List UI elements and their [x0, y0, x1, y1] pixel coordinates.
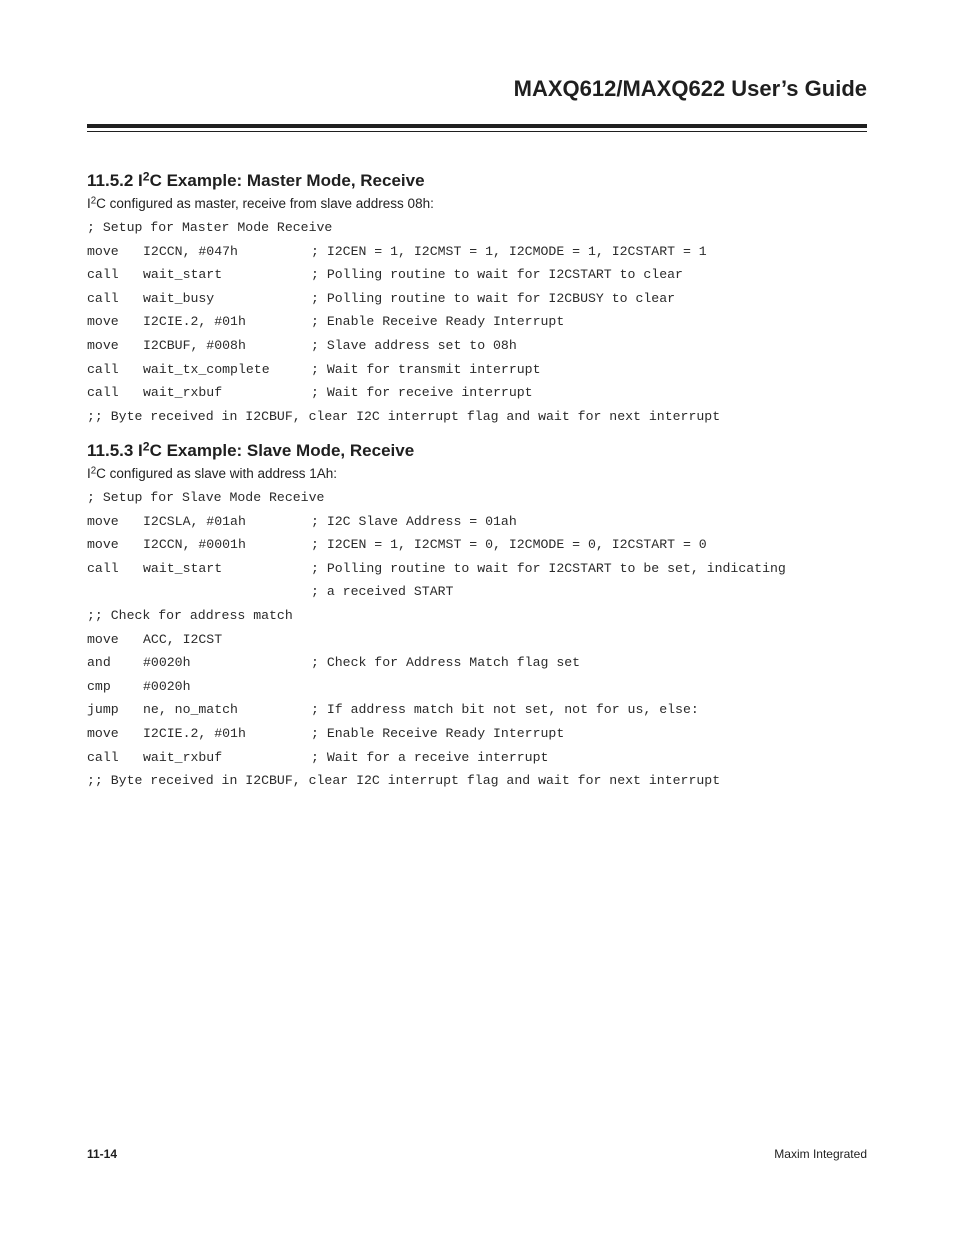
code-operand: wait_busy [143, 290, 215, 306]
code-comment: ; I2CEN = 1, I2CMST = 0, I2CMODE = 0, I2CSTART = 0 [311, 537, 707, 553]
code-line [87, 510, 887, 534]
code-mnemonic: move [87, 537, 119, 553]
code-line [87, 533, 887, 557]
code-line [87, 769, 887, 793]
code-mnemonic: move [87, 337, 119, 353]
code-listing [87, 216, 887, 428]
code-comment: ; Wait for transmit interrupt [311, 361, 541, 377]
code-comment: ; Wait for a receive interrupt [311, 749, 549, 765]
code-line [87, 604, 887, 628]
code-mnemonic: move [87, 243, 119, 259]
section-intro: $I^2C$ configured as slave with address 1Ah: [87, 465, 338, 481]
code-mnemonic: move [87, 631, 119, 647]
code-line [87, 722, 887, 746]
page-number: 11-14 [87, 1147, 118, 1161]
code-line [87, 557, 887, 581]
code-mnemonic: and [87, 655, 111, 671]
code-mnemonic: call [87, 361, 119, 377]
code-line [87, 628, 887, 652]
code-operand: I2CCN, #047h [143, 243, 238, 259]
code-operand: wait_tx_complete [143, 361, 270, 377]
code-line [87, 263, 887, 287]
code-full-line: ; Setup for Slave Mode Receive [87, 490, 325, 505]
code-full-line: ;; Byte received in I2CBUF, clear I2C interrupt flag and wait for next interrupt [87, 408, 721, 424]
footer-company: Maxim Integrated [774, 1147, 867, 1161]
code-operand: I2CCN, #0001h [143, 537, 246, 553]
code-comment: ; Polling routine to wait for I2CSTART to be set, indicating [311, 560, 786, 576]
code-line [87, 651, 887, 675]
code-operand: I2CIE.2, #01h [143, 725, 246, 741]
code-comment: ; Enable Receive Ready Interrupt [311, 725, 565, 741]
section-heading: 11.5.2 $I^2C$ Example: Master Mode, Receive [87, 169, 425, 190]
code-mnemonic: call [87, 385, 119, 401]
code-comment: ; Slave address set to 08h [311, 337, 517, 353]
code-mnemonic: call [87, 290, 119, 306]
code-line [87, 381, 887, 405]
code-comment: ; a received START [311, 584, 454, 600]
code-line [87, 216, 887, 240]
code-line [87, 580, 887, 604]
code-operand: wait_start [143, 560, 223, 576]
code-line [87, 698, 887, 722]
code-comment: ; Polling routine to wait for I2CBUSY to clear [311, 290, 676, 306]
code-full-line: ;; Byte received in I2CBUF, clear I2C interrupt flag and wait for next interrupt [87, 773, 721, 789]
code-mnemonic: move [87, 513, 119, 529]
code-comment: ; I2C Slave Address = 01ah [311, 513, 517, 529]
code-line [87, 240, 887, 264]
code-comment: ; I2CEN = 1, I2CMST = 1, I2CMODE = 1, I2CSTART = 1 [311, 243, 707, 259]
code-line [87, 405, 887, 429]
code-comment: ; Enable Receive Ready Interrupt [311, 314, 565, 330]
section-heading: 11.5.3 $I^2C$ Example: Slave Mode, Receive [87, 439, 415, 460]
code-mnemonic: cmp [87, 678, 111, 694]
code-line [87, 334, 887, 358]
code-mnemonic: move [87, 725, 119, 741]
code-comment: ; Check for Address Match flag set [311, 655, 581, 671]
code-operand: I2CIE.2, #01h [143, 314, 246, 330]
code-mnemonic: call [87, 560, 119, 576]
code-line [87, 287, 887, 311]
code-mnemonic: move [87, 314, 119, 330]
code-operand: wait_start [143, 267, 223, 283]
document-title: MAXQ612/MAXQ622 User’s Guide [513, 76, 867, 101]
code-full-line: ;; Check for address match [87, 607, 293, 623]
section-master-mode-receive [87, 169, 887, 428]
code-comment: ; If address match bit not set, not for us, else: [311, 702, 699, 718]
code-mnemonic: call [87, 267, 119, 283]
code-listing [87, 486, 887, 793]
code-operand: ACC, I2CST [143, 631, 223, 647]
section-slave-mode-receive [87, 439, 887, 793]
code-full-line: ; Setup for Master Mode Receive [87, 220, 333, 235]
code-line [87, 675, 887, 699]
code-operand: ne, no_match [143, 702, 238, 718]
code-comment: ; Polling routine to wait for I2CSTART to clear [311, 267, 683, 283]
code-operand: I2CSLA, #01ah [143, 513, 246, 529]
code-line [87, 310, 887, 334]
code-line [87, 358, 887, 382]
code-mnemonic: jump [87, 702, 119, 718]
header-rule-thick [87, 124, 867, 128]
code-mnemonic: call [87, 749, 119, 765]
header-rule-thin [87, 131, 867, 132]
code-line [87, 746, 887, 770]
code-operand: wait_rxbuf [143, 385, 223, 401]
code-comment: ; Wait for receive interrupt [311, 385, 533, 401]
code-operand: wait_rxbuf [143, 749, 223, 765]
code-line [87, 486, 887, 510]
code-operand: #0020h [143, 655, 191, 671]
section-intro: $I^2C$ configured as master, receive from slave address 08h: [87, 195, 434, 211]
code-operand: #0020h [143, 678, 191, 694]
code-operand: I2CBUF, #008h [143, 337, 246, 353]
